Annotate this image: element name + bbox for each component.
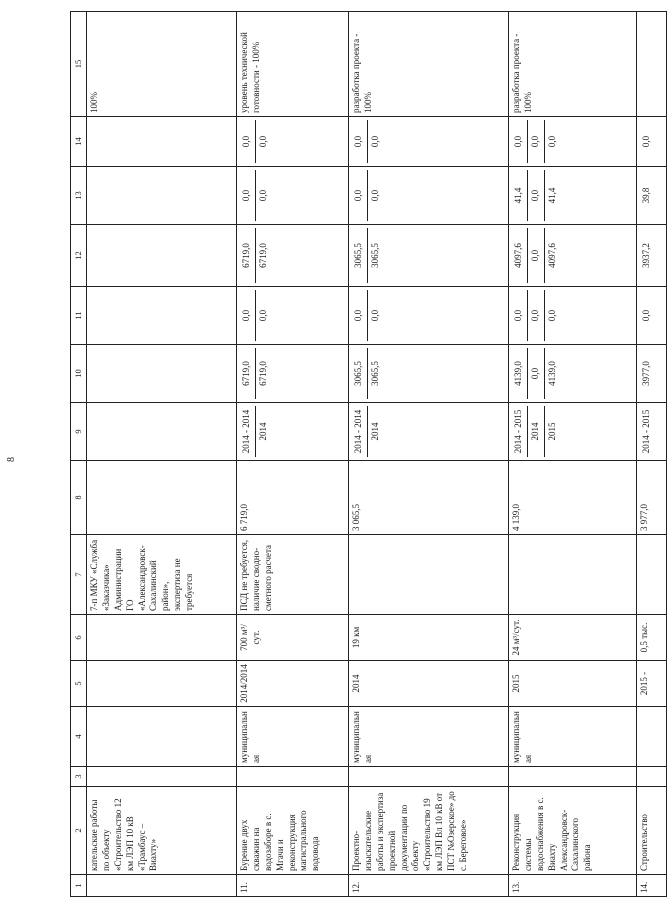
- local-budget-value: 41,4: [513, 187, 523, 204]
- estimated-cost: 6 719,0: [237, 461, 349, 535]
- cell-empty: [509, 767, 637, 787]
- ownership-form: [637, 707, 667, 767]
- continued-name: кательские работы по объекту «Строительство 12 км ЛЭП 10 кВ «Трамбаус – Виахту»: [87, 787, 237, 875]
- funding-period-value: 2014: [367, 406, 384, 457]
- funding-period-value: 2014 - 2015: [641, 409, 651, 454]
- local-budget-value: 0,0: [255, 170, 272, 221]
- local-budget-value: 0,0: [367, 170, 384, 221]
- regional-budget: [637, 225, 667, 287]
- federal-budget-value: 0,0: [641, 309, 651, 322]
- cell-empty: [87, 345, 237, 403]
- funding-total-value: 3065,5: [353, 361, 363, 386]
- object-name: Реконструкция системы водоснабжения в с. Виахту Александровск-Сахалинского района: [509, 787, 637, 875]
- funding-period-value: 2014: [527, 406, 544, 457]
- funding-period: [349, 403, 509, 461]
- ownership-form: муниципальная: [349, 707, 509, 767]
- capacity: 0,5 тыс.: [637, 615, 667, 661]
- regional-budget: [349, 225, 509, 287]
- continued-readiness: 100%: [87, 12, 237, 117]
- ownership-form: муниципальная: [509, 707, 637, 767]
- regional-budget: [237, 225, 349, 287]
- cell-empty: [237, 767, 349, 787]
- ownership-form: муниципальная: [237, 707, 349, 767]
- local-budget-value: 39,8: [641, 187, 651, 204]
- funding-total-value: 3065,5: [367, 348, 384, 399]
- capacity: 24 м³/сут.: [509, 615, 637, 661]
- column-number-4: 4: [71, 707, 87, 767]
- other-sources-value: 0,0: [513, 135, 523, 148]
- construction-period: 2015 -: [637, 661, 667, 707]
- federal-budget-value: 0,0: [527, 290, 544, 341]
- federal-budget: [349, 287, 509, 345]
- other-sources-value: 0,0: [544, 120, 561, 163]
- estimated-cost: 4 139,0: [509, 461, 637, 535]
- object-name: Строительство: [637, 787, 667, 875]
- funding-total-value: 4139,0: [544, 348, 561, 399]
- funding-period-value: 2014 - 2015: [513, 409, 523, 454]
- federal-budget-value: 0,0: [353, 309, 363, 322]
- federal-budget: [237, 287, 349, 345]
- regional-budget-value: 3937,2: [641, 243, 651, 268]
- table-row: [349, 12, 509, 897]
- readiness-status: [637, 12, 667, 117]
- regional-budget-value: 4097,6: [513, 243, 523, 268]
- cell-empty: [87, 767, 237, 787]
- cell-empty: [87, 615, 237, 661]
- column-number-13: 13: [71, 167, 87, 225]
- local-budget-value: 0,0: [353, 189, 363, 202]
- other-sources-value: 0,0: [255, 120, 272, 163]
- expertise-note: ПСД не требуется, наличие сводно-сметного расчета: [237, 535, 349, 615]
- funding-period-value: 2014 - 2014: [241, 409, 251, 454]
- cell-empty: [637, 767, 667, 787]
- funding-total: [637, 345, 667, 403]
- continued-row: [87, 12, 237, 897]
- estimated-cost: 3 065,5: [349, 461, 509, 535]
- federal-budget-value: 0,0: [544, 290, 561, 341]
- page-number: 8: [6, 457, 17, 462]
- other-sources: [637, 117, 667, 167]
- construction-period: 2014: [349, 661, 509, 707]
- local-budget-value: 0,0: [241, 189, 251, 202]
- funding-period: [509, 403, 637, 461]
- funding-period-value: 2014 - 2014: [353, 409, 363, 454]
- capacity: 19 км: [349, 615, 509, 661]
- column-number-10: 10: [71, 345, 87, 403]
- column-number-2: 2: [71, 787, 87, 875]
- funding-total-value: 6719,0: [241, 361, 251, 386]
- construction-period: 2015: [509, 661, 637, 707]
- row-number: 12.: [349, 875, 509, 897]
- cell-empty: [87, 287, 237, 345]
- readiness-status: уровень технической готовности - 100%: [237, 12, 349, 117]
- row-number: 11.: [237, 875, 349, 897]
- object-name: Проектно-изыскательские работы и экспертиза проектной документации по объекту «Строительство 19 км ЛЭП Вл 10 кВ от ПСТ №Озерское» до с. Береговое»: [349, 787, 509, 875]
- funding-period: [637, 403, 667, 461]
- column-number-14: 14: [71, 117, 87, 167]
- expertise-note: [509, 535, 637, 615]
- row-number: 13.: [509, 875, 637, 897]
- column-number-5: 5: [71, 661, 87, 707]
- other-sources: [349, 117, 509, 167]
- federal-budget-value: 0,0: [241, 309, 251, 322]
- funding-total-value: 4139,0: [513, 361, 523, 386]
- cell-empty: [87, 117, 237, 167]
- regional-budget-value: 4097,6: [544, 228, 561, 283]
- funding-period: [237, 403, 349, 461]
- federal-budget-value: 0,0: [255, 290, 272, 341]
- funding-total: [349, 345, 509, 403]
- readiness-status: разработка проекта - 100%: [349, 12, 509, 117]
- federal-budget: [509, 287, 637, 345]
- column-number-7: 7: [71, 535, 87, 615]
- regional-budget-value: 3065,5: [353, 243, 363, 268]
- cell-empty: [87, 875, 237, 897]
- capacity: 700 м³/сут.: [237, 615, 349, 661]
- regional-budget-value: 6719,0: [241, 243, 251, 268]
- cell-empty: [87, 225, 237, 287]
- other-sources-value: 0,0: [527, 120, 544, 163]
- column-number-9: 9: [71, 403, 87, 461]
- funding-period-value: 2015: [544, 406, 561, 457]
- table-row: [237, 12, 349, 897]
- column-number-3: 3: [71, 767, 87, 787]
- local-budget: [637, 167, 667, 225]
- local-budget-value: 41,4: [544, 170, 561, 221]
- cell-empty: [87, 661, 237, 707]
- column-number-12: 12: [71, 225, 87, 287]
- column-number-row: [71, 12, 87, 897]
- local-budget-value: 0,0: [527, 170, 544, 221]
- regional-budget: [509, 225, 637, 287]
- row-number: 14.: [637, 875, 667, 897]
- cell-empty: [87, 167, 237, 225]
- readiness-status: разработка проекта - 100%: [509, 12, 637, 117]
- other-sources: [509, 117, 637, 167]
- local-budget: [509, 167, 637, 225]
- local-budget: [349, 167, 509, 225]
- regional-budget-value: 6719,0: [255, 228, 272, 283]
- column-number-15: 15: [71, 12, 87, 117]
- funding-total: [509, 345, 637, 403]
- local-budget: [237, 167, 349, 225]
- construction-period: 2014/2014: [237, 661, 349, 707]
- other-sources-value: 0,0: [353, 135, 363, 148]
- federal-budget-value: 0,0: [513, 309, 523, 322]
- funding-total-value: 0,0: [527, 348, 544, 399]
- column-number-1: 1: [71, 875, 87, 897]
- column-number-6: 6: [71, 615, 87, 661]
- column-number-8: 8: [71, 461, 87, 535]
- other-sources-value: 0,0: [641, 135, 651, 148]
- column-number-11: 11: [71, 287, 87, 345]
- funding-total-value: 6719,0: [255, 348, 272, 399]
- funding-period-value: 2014: [255, 406, 272, 457]
- cell-empty: [349, 767, 509, 787]
- table-row: [509, 12, 637, 897]
- regional-budget-value: 0,0: [527, 228, 544, 283]
- estimated-cost: 3 977,0: [637, 461, 667, 535]
- regional-budget-value: 3065,5: [367, 228, 384, 283]
- table-row: [637, 12, 667, 897]
- funding-total: [237, 345, 349, 403]
- federal-budget: [637, 287, 667, 345]
- other-sources: [237, 117, 349, 167]
- expertise-note: [637, 535, 667, 615]
- cell-empty: [87, 403, 237, 461]
- object-name: Бурение двух скважин на водозаборе в с. Мгачи и реконструкция магистрального водовода: [237, 787, 349, 875]
- funding-total-value: 3977,0: [641, 361, 651, 386]
- other-sources-value: 0,0: [367, 120, 384, 163]
- expertise-note: [349, 535, 509, 615]
- projects-table: [70, 11, 667, 897]
- federal-budget-value: 0,0: [367, 290, 384, 341]
- continued-expertise: 7-п МКУ «Служба «Заказчика» Администрации ГО «Александровск-Сахалинский район», экспертиза не требуется: [87, 535, 237, 615]
- other-sources-value: 0,0: [241, 135, 251, 148]
- cell-empty: [87, 461, 237, 535]
- cell-empty: [87, 707, 237, 767]
